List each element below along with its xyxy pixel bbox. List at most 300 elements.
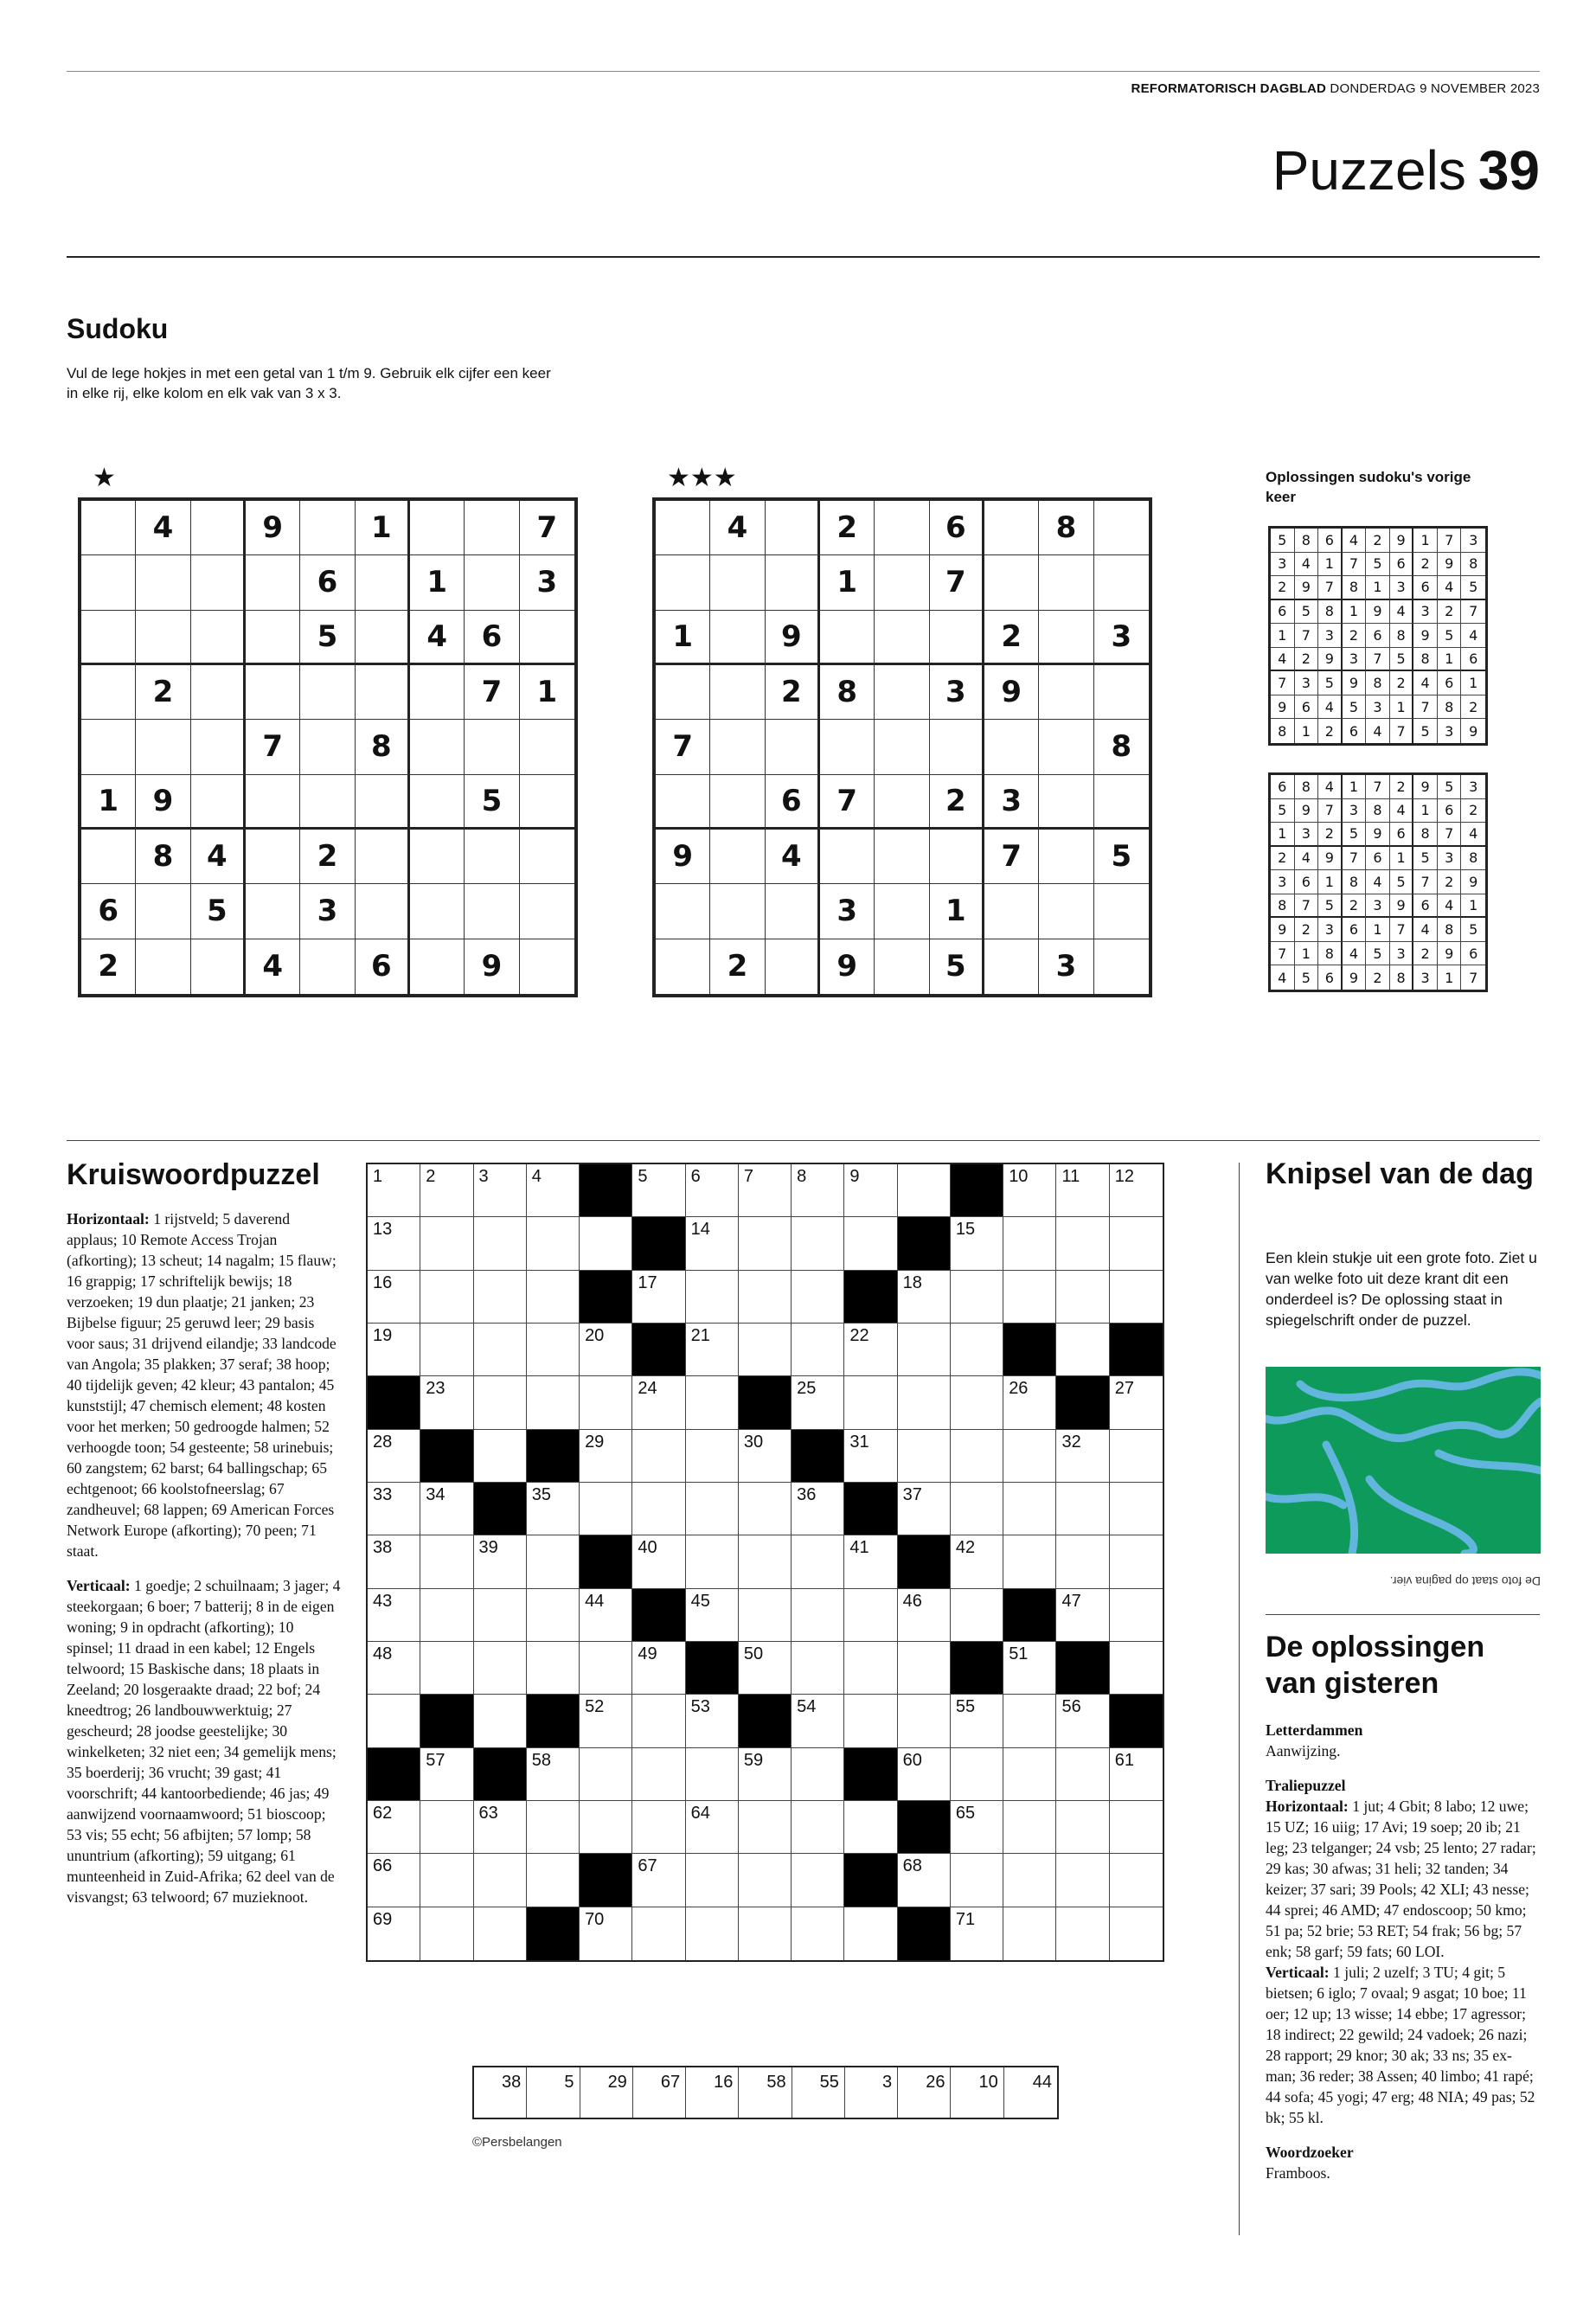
sudoku-cell: 8	[1390, 624, 1414, 648]
crossword-clue-number: 71	[955, 1909, 976, 1929]
crossword-cell	[368, 1535, 420, 1588]
crossword-clue-number: 5	[638, 1167, 648, 1186]
sudoku-cell: 1	[520, 665, 574, 720]
sudoku-cell: 1	[1343, 775, 1367, 799]
sudoku-cell	[300, 775, 355, 830]
crossword-cell	[686, 1324, 739, 1376]
copyright: ©Persbelangen	[472, 2135, 562, 2150]
sudoku-cell: 4	[1318, 775, 1343, 799]
sudoku-cell	[656, 555, 710, 610]
crossword-clue-number: 32	[1061, 1432, 1081, 1452]
answer-strip-number: 29	[607, 2073, 627, 2092]
crossword-cell	[632, 1483, 685, 1535]
sudoku-cell	[410, 939, 465, 994]
crossword-cell	[420, 1217, 473, 1270]
sudoku-cell: 7	[1366, 775, 1390, 799]
crossword-cell	[1110, 1642, 1163, 1695]
crossword-cell	[420, 1854, 473, 1907]
crossword-clue-number: 41	[849, 1538, 869, 1558]
traliepuzzel-label: Traliepuzzel	[1266, 1777, 1346, 1794]
crossword-clue-number: 14	[690, 1220, 710, 1240]
sudoku-cell: 7	[1318, 799, 1343, 824]
answer-strip-cell	[739, 2067, 792, 2118]
section-name: Puzzels	[1272, 139, 1466, 202]
crossword-cell	[739, 1801, 792, 1854]
crossword-cell	[420, 1376, 473, 1429]
crossword-black-cell	[898, 1907, 951, 1960]
crossword-black-cell	[580, 1854, 632, 1907]
woordzoeker-block	[1266, 2142, 1542, 2183]
sudoku-cell: 6	[1271, 775, 1295, 799]
answer-strip-cell	[951, 2067, 1003, 2118]
sudoku-cell: 9	[820, 939, 875, 994]
sudoku-cell: 5	[1413, 847, 1438, 871]
solutions-heading: Oplossingen sudoku's vorige keer	[1266, 469, 1471, 505]
sudoku-cell: 8	[1366, 799, 1390, 824]
sudoku-cell	[136, 939, 190, 994]
sudoku-cell	[410, 501, 465, 555]
crossword-clue-number: 30	[743, 1432, 764, 1452]
sudoku-cell: 5	[1271, 799, 1295, 824]
crossword-clue-number: 16	[373, 1272, 393, 1292]
crossword-black-cell	[739, 1376, 792, 1429]
crossword-cell	[898, 1324, 951, 1376]
crossword-clue-number: 28	[373, 1432, 393, 1452]
vertical-clues	[67, 1575, 343, 1907]
crossword-cell	[1110, 1854, 1163, 1907]
crossword-clue-number: 44	[585, 1591, 605, 1611]
crossword-cell	[686, 1483, 739, 1535]
sudoku-cell: 1	[81, 775, 136, 830]
sudoku-cell	[191, 775, 246, 830]
sudoku-cell: 1	[1390, 695, 1414, 720]
answer-strip-number: 5	[564, 2073, 574, 2092]
crossword-cell	[1110, 1164, 1163, 1217]
crossword-cell	[1003, 1695, 1056, 1747]
sudoku-cell: 8	[1461, 553, 1485, 577]
sudoku-cell: 2	[1318, 719, 1343, 743]
sudoku-cell	[520, 830, 574, 884]
sudoku-cell: 8	[820, 665, 875, 720]
crossword-cell	[1003, 1376, 1056, 1429]
crossword-clue-number: 11	[1061, 1167, 1080, 1186]
sudoku-cell: 5	[1295, 965, 1319, 990]
sudoku-cell	[81, 611, 136, 665]
sudoku-cell: 3	[1295, 823, 1319, 847]
sudoku-cell: 5	[1461, 918, 1485, 942]
crossword-cell	[739, 1589, 792, 1642]
sudoku-cell: 3	[1413, 600, 1438, 625]
crossword-clue-number: 26	[1009, 1379, 1029, 1399]
sudoku-cell: 2	[1295, 918, 1319, 942]
sudoku-cell: 4	[246, 939, 300, 994]
crossword-black-cell	[632, 1324, 685, 1376]
crossword-black-cell	[474, 1748, 527, 1801]
answer-strip-number: 44	[1032, 2073, 1052, 2092]
crossword-clue-number: 2	[426, 1167, 436, 1186]
crossword-cell	[686, 1217, 739, 1270]
sudoku-cell: 3	[1295, 671, 1319, 695]
sudoku-cell: 7	[1413, 870, 1438, 894]
crossword-cell	[898, 1854, 951, 1907]
sudoku-cell: 6	[1318, 529, 1343, 553]
sudoku-cell	[1094, 884, 1149, 939]
sudoku-cell	[875, 611, 929, 665]
sudoku-cell: 7	[1343, 847, 1367, 871]
sudoku-cell	[520, 775, 574, 830]
crossword-cell	[474, 1164, 527, 1217]
crossword-cell	[739, 1324, 792, 1376]
crossword-cell	[898, 1748, 951, 1801]
sudoku-cell: 3	[1390, 576, 1414, 600]
answer-strip-cell	[1004, 2067, 1057, 2118]
answer-strip-number: 10	[978, 2073, 998, 2092]
sudoku-cell: 7	[1438, 529, 1462, 553]
tralie-vertical-label: Verticaal:	[1266, 1964, 1330, 1981]
sudoku-cell: 7	[930, 555, 984, 610]
sudoku-cell	[81, 720, 136, 774]
sudoku-cell: 5	[1271, 529, 1295, 553]
sudoku-cell	[710, 555, 765, 610]
crossword-cell	[632, 1430, 685, 1483]
sudoku-cell: 4	[1438, 894, 1462, 919]
sudoku-cell: 6	[1318, 965, 1343, 990]
answer-strip-cell	[474, 2067, 527, 2118]
sudoku-cell: 2	[984, 611, 1039, 665]
sudoku-cell: 2	[1390, 775, 1414, 799]
sudoku-cell: 2	[1461, 695, 1485, 720]
sudoku-cell	[520, 939, 574, 994]
sudoku-cell: 5	[1366, 942, 1390, 966]
sudoku-cell: 6	[1390, 553, 1414, 577]
crossword-cell	[844, 1801, 897, 1854]
sudoku-cell	[984, 555, 1039, 610]
sudoku-cell: 9	[1413, 775, 1438, 799]
crossword-cell	[580, 1748, 632, 1801]
sudoku-cell: 3	[1271, 553, 1295, 577]
sudoku-cell	[191, 720, 246, 774]
knipsel-image-background	[1266, 1367, 1541, 1554]
sudoku-cell	[300, 665, 355, 720]
sudoku-cell: 4	[1366, 870, 1390, 894]
sudoku-cell: 7	[1295, 624, 1319, 648]
sudoku-cell	[465, 501, 519, 555]
sudoku-hard-grid	[652, 497, 1152, 997]
crossword-cell	[1056, 1589, 1109, 1642]
crossword-cell	[739, 1748, 792, 1801]
sudoku-cell: 4	[410, 611, 465, 665]
sudoku-cell: 4	[1390, 600, 1414, 625]
crossword-cell	[1003, 1535, 1056, 1588]
crossword-cell	[1056, 1907, 1109, 1960]
sudoku-cell: 7	[1390, 918, 1414, 942]
masthead	[1131, 81, 1540, 96]
sudoku-cell: 8	[356, 720, 410, 774]
horizontal-clues	[67, 1208, 343, 1561]
crossword-cell	[792, 1271, 844, 1324]
sudoku-cell: 6	[356, 939, 410, 994]
sudoku-cell: 7	[1366, 648, 1390, 672]
sudoku-cell: 6	[300, 555, 355, 610]
sudoku-cell	[875, 665, 929, 720]
crossword-black-cell	[739, 1695, 792, 1747]
crossword-cell	[898, 1271, 951, 1324]
crossword-clue-number: 13	[373, 1220, 393, 1240]
crossword-cell	[580, 1907, 632, 1960]
crossword-clue-number: 21	[690, 1325, 710, 1345]
crossword-clue-number: 70	[585, 1909, 605, 1929]
crossword-black-cell	[844, 1854, 897, 1907]
sudoku-cell: 9	[246, 501, 300, 555]
sudoku-cell: 5	[1390, 648, 1414, 672]
sudoku-cell: 3	[1413, 965, 1438, 990]
sudoku-cell: 4	[191, 830, 246, 884]
crossword-cell	[951, 1748, 1003, 1801]
crossword-cell	[951, 1801, 1003, 1854]
answer-strip-cell	[845, 2067, 898, 2118]
crossword-cell	[951, 1483, 1003, 1535]
crossword-cell	[368, 1642, 420, 1695]
sudoku-cell: 5	[1094, 830, 1149, 884]
crossword-cell	[792, 1483, 844, 1535]
crossword-cell	[368, 1695, 420, 1747]
crossword-clue-number: 54	[797, 1697, 817, 1717]
sudoku-cell	[875, 555, 929, 610]
crossword-clue-number: 56	[1061, 1697, 1081, 1717]
crossword-clue-number: 50	[743, 1644, 764, 1663]
sudoku-cell	[410, 830, 465, 884]
sudoku-cell	[1039, 720, 1093, 774]
crossword-clue-number: 48	[373, 1644, 393, 1663]
sudoku-cell: 9	[465, 939, 519, 994]
sudoku-cell: 3	[1366, 894, 1390, 919]
crossword-cell	[1056, 1854, 1109, 1907]
crossword-clue-number: 35	[531, 1484, 552, 1504]
crossword-cell	[844, 1324, 897, 1376]
crossword-clue-number: 42	[955, 1538, 976, 1558]
crossword-cell	[632, 1748, 685, 1801]
crossword-cell	[1003, 1217, 1056, 1270]
tralie-horizontal-label: Horizontaal:	[1266, 1798, 1349, 1815]
crossword-cell	[580, 1589, 632, 1642]
crossword-cell	[686, 1748, 739, 1801]
crossword-cell	[527, 1589, 580, 1642]
sudoku-cell	[984, 720, 1039, 774]
sudoku-cell	[136, 611, 190, 665]
sudoku-cell: 2	[820, 501, 875, 555]
answer-strip-number: 26	[926, 2073, 945, 2092]
sudoku-cell: 3	[1318, 918, 1343, 942]
crossword-clue-number: 36	[797, 1484, 817, 1504]
sudoku-description: Vul de lege hokjes in met een getal van 1 t/m 9. Gebruik elk cijfer een keer in elke rij, elke kolom en elk vak van 3 x 3.	[67, 365, 551, 401]
crossword-cell	[1110, 1483, 1163, 1535]
sudoku-cell: 1	[930, 884, 984, 939]
crossword-cell	[792, 1324, 844, 1376]
letterdammen-block	[1266, 1720, 1542, 1761]
sudoku-cell	[766, 720, 820, 774]
crossword-cell	[739, 1164, 792, 1217]
sudoku-cell: 9	[1271, 918, 1295, 942]
crossword-black-cell	[1110, 1324, 1163, 1376]
sudoku-cell: 2	[710, 939, 765, 994]
crossword-cell	[739, 1642, 792, 1695]
crossword-clue-number: 27	[1114, 1379, 1134, 1399]
crossword-cell	[474, 1854, 527, 1907]
sudoku-cell	[1094, 555, 1149, 610]
crossword-cell	[1056, 1748, 1109, 1801]
crossword-cell	[368, 1801, 420, 1854]
answer-strip-cell	[633, 2067, 686, 2118]
crossword-cell	[527, 1324, 580, 1376]
crossword-cell	[368, 1854, 420, 1907]
crossword-cell	[739, 1271, 792, 1324]
crossword-cell	[474, 1801, 527, 1854]
crossword-cell	[792, 1217, 844, 1270]
sudoku-cell: 9	[1295, 576, 1319, 600]
crossword-cell	[368, 1164, 420, 1217]
crossword-black-cell	[1110, 1695, 1163, 1747]
sudoku-cell: 7	[1271, 942, 1295, 966]
column-rule	[1239, 1163, 1240, 2235]
vertical-label: Verticaal:	[67, 1577, 131, 1594]
sudoku-cell: 5	[1366, 553, 1390, 577]
sudoku-cell	[246, 830, 300, 884]
sudoku-cell: 3	[1039, 939, 1093, 994]
vertical-clues-text: 1 goedje; 2 schuilnaam; 3 jager; 4 steekorgaan; 6 boer; 7 batterij; 8 in de eigen woning; 9 in opdracht (afkorting); 10 spinsel; 11 draad in een kabel; 12 Engels telwoord; 15 Baskische dans; 18 plaats in Zeeland; 20 losgeraakte draad; 22 bof; 24 kneedtrog; 26 landbouwwerktuig; 27 gescheurd; 28 joodse geestelijke; 30 winkelketen; 32 niet een; 34 gemelijk mens; 35 boerderij; 36 vrucht; 39 gast; 41 voorschrift; 44 kantoorbediende; 46 jas; 49 aanwijzend voornaamwoord; 51 bioscoop; 53 vis; 55 echt; 56 afbijten; 57 lomp; 58 ununtrium (afkorting); 59 uitgang; 61 munteenheid in Zuid-Afrika; 62 deel van de visvangst; 63 telwoord; 67 muzieknoot.	[67, 1577, 341, 1906]
sudoku-cell: 6	[1438, 671, 1462, 695]
answer-strip-number: 67	[660, 2073, 681, 2092]
crossword-cell	[1003, 1271, 1056, 1324]
crossword-clue-number: 25	[797, 1379, 817, 1399]
crossword-cell	[632, 1164, 685, 1217]
crossword-clue-number: 61	[1114, 1750, 1134, 1770]
crossword-cell	[1003, 1854, 1056, 1907]
sudoku-cell	[766, 939, 820, 994]
crossword-clue-number: 29	[585, 1432, 605, 1452]
crossword-cell	[1110, 1535, 1163, 1588]
sudoku-cell	[1094, 939, 1149, 994]
sudoku-cell: 1	[1318, 870, 1343, 894]
crossword-cell	[1056, 1324, 1109, 1376]
woordzoeker-text: Framboos.	[1266, 2164, 1330, 2182]
crossword-cell	[474, 1642, 527, 1695]
sudoku-cell: 9	[1271, 695, 1295, 720]
crossword-cell	[474, 1217, 527, 1270]
sudoku-cell	[984, 939, 1039, 994]
crossword-cell	[792, 1801, 844, 1854]
sudoku-cell	[1039, 775, 1093, 830]
crossword-cell	[792, 1695, 844, 1747]
crossword-clue-number: 22	[849, 1325, 869, 1345]
crossword-cell	[1110, 1217, 1163, 1270]
sudoku-cell	[191, 611, 246, 665]
crossword-cell	[951, 1854, 1003, 1907]
answer-strip-number: 58	[766, 2073, 786, 2092]
sudoku-cell: 4	[1461, 823, 1485, 847]
answer-strip-number: 55	[819, 2073, 839, 2092]
crossword-cell	[686, 1589, 739, 1642]
crossword-clue-number: 62	[373, 1803, 393, 1823]
crossword-clue-number: 66	[373, 1856, 393, 1876]
crossword-cell	[1056, 1801, 1109, 1854]
crossword-cell	[951, 1430, 1003, 1483]
sudoku-cell: 1	[656, 611, 710, 665]
sudoku-cell	[356, 884, 410, 939]
sudoku-cell: 2	[1438, 870, 1462, 894]
sudoku-cell	[191, 939, 246, 994]
sudoku-cell: 9	[1438, 942, 1462, 966]
sudoku-cell: 6	[1366, 624, 1390, 648]
sudoku-cell	[520, 611, 574, 665]
sudoku-cell: 8	[136, 830, 190, 884]
sudoku-cell: 5	[1343, 695, 1367, 720]
crossword-cell	[739, 1535, 792, 1588]
crossword-cell	[1056, 1217, 1109, 1270]
knipsel-caption-mirrored: De foto staat op pagina vier.	[1389, 1574, 1541, 1588]
sudoku-cell	[356, 775, 410, 830]
crossword-cell	[368, 1589, 420, 1642]
crossword-cell	[898, 1430, 951, 1483]
crossword-clue-number: 20	[585, 1325, 605, 1345]
crossword-clues	[67, 1208, 343, 1921]
crossword-cell	[368, 1907, 420, 1960]
crossword-black-cell	[632, 1217, 685, 1270]
sudoku-cell: 5	[1295, 600, 1319, 625]
sudoku-cell	[1039, 884, 1093, 939]
sudoku-cell: 1	[1318, 553, 1343, 577]
crossword-cell	[474, 1271, 527, 1324]
answer-strip-number: 16	[714, 2073, 734, 2092]
sudoku-cell: 1	[1461, 894, 1485, 919]
sudoku-cell: 1	[1271, 624, 1295, 648]
crossword-cell	[1056, 1430, 1109, 1483]
crossword-cell	[580, 1483, 632, 1535]
crossword-cell	[580, 1642, 632, 1695]
sudoku-cell	[1039, 830, 1093, 884]
crossword-cell	[792, 1907, 844, 1960]
sudoku-cell: 3	[930, 665, 984, 720]
crossword-cell	[686, 1801, 739, 1854]
sudoku-cell: 8	[1343, 870, 1367, 894]
difficulty-hard-stars: ★★★	[667, 464, 737, 492]
crossword-clue-number: 6	[690, 1167, 701, 1186]
sudoku-cell: 2	[930, 775, 984, 830]
sudoku-cell	[766, 501, 820, 555]
sudoku-cell: 2	[1366, 529, 1390, 553]
crossword-cell	[420, 1589, 473, 1642]
sudoku-cell	[300, 939, 355, 994]
sudoku-cell: 2	[81, 939, 136, 994]
sudoku-cell	[410, 665, 465, 720]
crossword-cell	[580, 1801, 632, 1854]
crossword-cell	[1056, 1535, 1109, 1588]
sudoku-cell: 4	[1343, 942, 1367, 966]
sudoku-cell: 1	[1413, 529, 1438, 553]
answer-strip-cell	[686, 2067, 739, 2118]
answer-strip-cell	[792, 2067, 845, 2118]
traliepuzzel-block	[1266, 1775, 1542, 2128]
crossword-cell	[792, 1535, 844, 1588]
sudoku-cell	[1039, 611, 1093, 665]
crossword-cell	[951, 1589, 1003, 1642]
sudoku-cell: 7	[820, 775, 875, 830]
answer-strip-cell	[527, 2067, 580, 2118]
crossword-black-cell	[368, 1748, 420, 1801]
crossword-clue-number: 55	[955, 1697, 976, 1717]
sudoku-cell: 4	[766, 830, 820, 884]
crossword-clue-number: 49	[638, 1644, 657, 1663]
crossword-grid	[366, 1163, 1164, 1962]
